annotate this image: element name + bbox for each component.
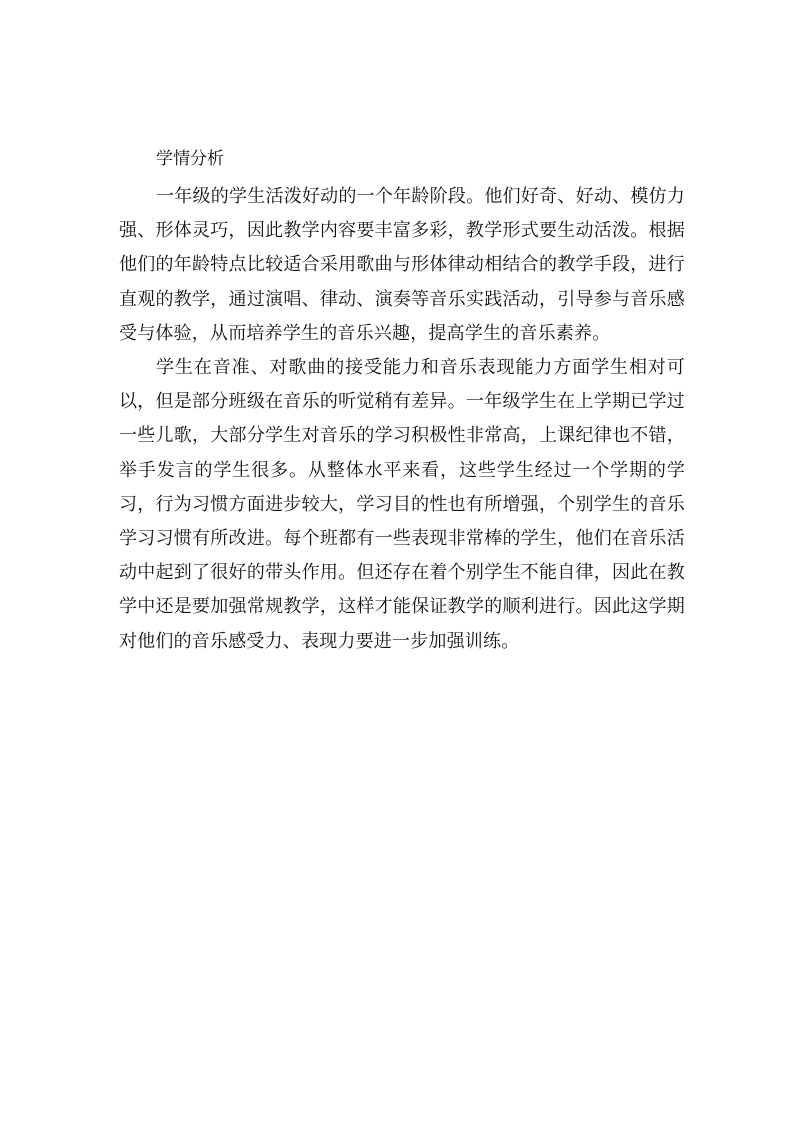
paragraph-1: 一年级的学生活泼好动的一个年龄阶段。他们好奇、好动、模仿力强、形体灵巧，因此教学内容要丰富多彩，教学形式要生动活泼。根据他们的年龄特点比较适合采用歌曲与形体律动相结合的教学手段，进行直观的教学，通过演唱、律动、演奏等音乐实践活动，引导参与音乐感受与体验，从而培养学生的音乐兴趣，提高学生的音乐素养。 bbox=[119, 186, 685, 344]
section-heading: 学情分析 bbox=[156, 149, 224, 169]
paragraph-2: 学生在音准、对歌曲的接受能力和音乐表现能力方面学生相对可以，但是部分班级在音乐的听觉稍有差异。一年级学生在上学期已学过一些儿歌，大部分学生对音乐的学习积极性非常高，上课纪律也不错，举手发言的学生很多。从整体水平来看，这些学生经过一个学期的学习，行为习惯方面进步较大，学习目的性也有所增强，个别学生的音乐学习习惯有所改进。每个班都有一些表现非常棒的学生，他们在音乐活动中起到了很好的带头作用。但还存在着个别学生不能自律，因此在教学中还是要加强常规教学，这样才能保证教学的顺利进行。因此这学期对他们的音乐感受力、表现力要进一步加强训练。 bbox=[119, 357, 685, 652]
document-body bbox=[119, 146, 685, 659]
